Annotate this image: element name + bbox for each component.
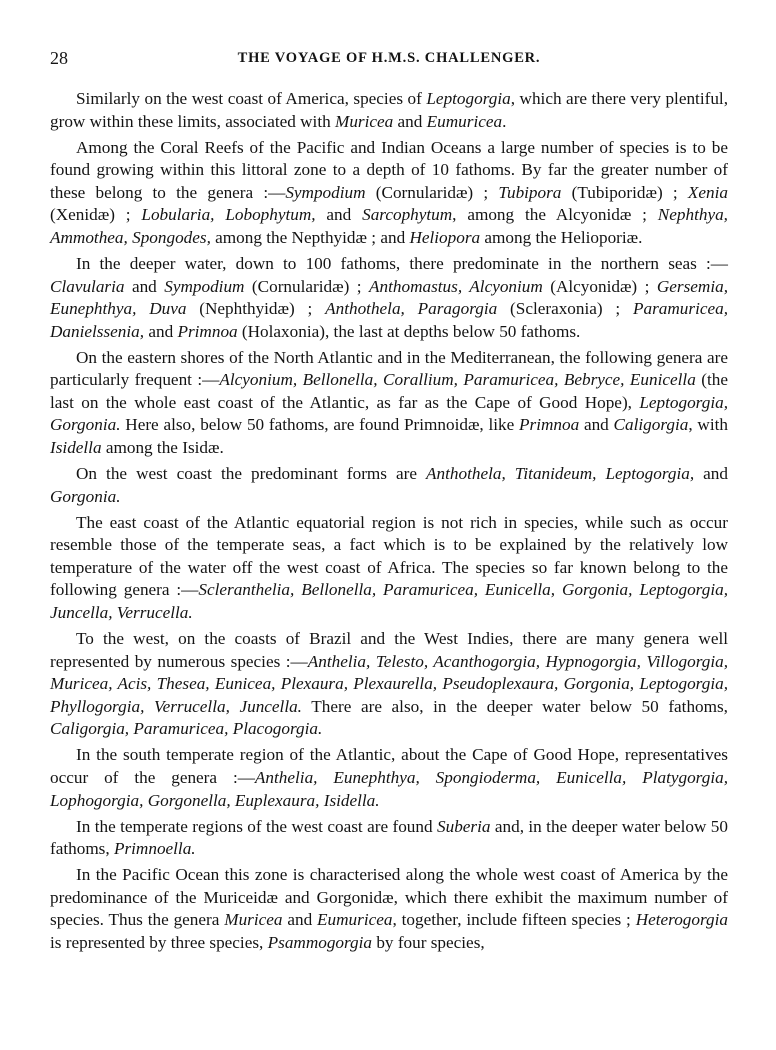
italic-taxon-name: Gersemia, Eunephthya, Duva <box>50 276 729 319</box>
italic-taxon-name: Primnoa <box>519 415 580 435</box>
italic-taxon-name: Xenia <box>687 182 728 202</box>
text-run: , which are there very plentiful, grow within these limits, associated with <box>50 89 728 131</box>
italic-taxon-name: Leptogorgia <box>426 89 511 108</box>
paragraph <box>50 628 728 741</box>
text-run: , among the Alcyonidæ ; <box>452 205 658 225</box>
italic-taxon-name: Anthomastus, Alcyonium <box>369 276 543 296</box>
italic-taxon-name: Lobularia, Lobophytum, <box>141 205 316 225</box>
paragraph <box>50 864 728 954</box>
italic-taxon-name: Heterogorgia <box>635 910 728 930</box>
text-run: and, in the deeper water below 50 fathoms, <box>50 816 728 859</box>
text-run: Here also, below 50 fathoms, are found Primnoidæ, like <box>120 415 520 435</box>
text-run: (Holaxonia), the last at depths below 50 fathoms. <box>237 321 581 341</box>
italic-taxon-name: Gorgonia. <box>50 486 121 506</box>
paragraph <box>50 816 728 861</box>
italic-taxon-name: Scleranthelia, Bellonella, Paramuricea, Eunicella, Gorgonia, Leptogorgia, Juncella, Verrucella. <box>50 580 728 623</box>
text-run: . <box>502 111 507 131</box>
page-header <box>50 46 728 70</box>
italic-taxon-name: Eumuricea <box>426 111 503 131</box>
paragraph <box>50 88 728 133</box>
text-run: and <box>124 276 165 296</box>
text-run: (Alcyonidæ) ; <box>542 276 657 296</box>
text-run: In the south temperate region of the Atlantic, about the Cape of Good Hope, representatives occur of the genera :— <box>50 745 728 787</box>
text-run: (Scleraxonia) ; <box>497 299 634 319</box>
text-run: (Cornularidæ) ; <box>365 182 499 202</box>
text-run: , together, include fifteen species ; <box>392 910 636 930</box>
italic-taxon-name: Sympodium <box>164 276 245 296</box>
text-run: The east coast of the Atlantic equatorial region is not rich in species, while such as occur resemble those of the temperate seas, a fact which is to be explained by the relatively low temperature of the water off the west coast of Africa. The species so far known belong to the following genera :— <box>50 512 728 600</box>
text-run: and <box>579 415 614 435</box>
page-number: 28 <box>50 48 68 68</box>
text-run: (the last on the whole east coast of the Atlantic, as far as the Cape of Good Hope), <box>50 370 728 412</box>
italic-taxon-name: Nephthya, Ammothea, Spongodes, <box>50 205 728 247</box>
italic-taxon-name: Muricea <box>335 111 394 131</box>
text-run: In the Pacific Ocean this zone is characterised along the whole west coast of America by the predominance of the Muriceidæ and Gorgonidæ, which there exhibit the maximum number of species. Thus the genera <box>50 865 728 930</box>
italic-taxon-name: Primnoa <box>177 321 238 341</box>
italic-taxon-name: Sympodium <box>285 182 366 202</box>
text-run: In the deeper water, down to 100 fathoms, there predominate in the northern seas :— <box>76 253 728 273</box>
text-run: and <box>144 321 178 341</box>
paragraph <box>50 253 728 343</box>
text-run: (Cornularidæ) ; <box>244 276 370 296</box>
italic-taxon-name: Clavularia <box>50 276 125 296</box>
text-run: There are also, in the deeper water below 50 fathoms, <box>301 696 728 716</box>
italic-taxon-name: Suberia <box>437 816 491 836</box>
italic-taxon-name: Caligorgia, Paramuricea, Placogorgia. <box>50 719 323 739</box>
text-run: Among the Coral Reefs of the Pacific and Indian Oceans a large number of species is to be found growing within this littoral zone to a depth of 10 fathoms. By far the greater number of these belong to the genera :— <box>50 137 728 202</box>
italic-taxon-name: Isidella <box>50 438 102 458</box>
italic-taxon-name: Caligorgia <box>613 415 689 435</box>
italic-taxon-name: Leptogorgia, Gorgonia. <box>50 392 728 435</box>
running-title: THE VOYAGE OF H.M.S. CHALLENGER. <box>237 50 541 66</box>
italic-taxon-name: Sarcophytum <box>362 205 453 225</box>
text-run: In the temperate regions of the west coast are found <box>76 816 437 836</box>
text-run: and <box>694 464 728 484</box>
italic-taxon-name: Anthelia, Telesto, Acanthogorgia, Hypnogorgia, Villogorgia, Muricea, Acis, Thesea, Eunicea, Plexaura, Plexaurella, Pseudoplexaura, Gorgonia, Leptogorgia, Phyllogorgia, Verrucella, Juncella. <box>50 651 729 716</box>
paragraph <box>50 512 728 625</box>
italic-taxon-name: Anthothela, Paragorgia <box>325 299 498 319</box>
italic-taxon-name: Tubipora <box>498 182 562 202</box>
italic-taxon-name: Heliopora <box>409 227 481 247</box>
paragraph <box>50 347 728 460</box>
text-run: is represented by three species, <box>50 932 268 952</box>
text-run: On the west coast the predominant forms are <box>76 464 427 484</box>
text-run: and <box>315 205 363 225</box>
text-run: On the eastern shores of the North Atlantic and in the Mediterranean, the following genera are particularly frequent :— <box>50 347 728 390</box>
paragraph <box>50 744 728 812</box>
text-run: and <box>393 111 427 131</box>
paragraph <box>50 463 728 508</box>
text-run: among the Isidæ. <box>101 438 224 458</box>
italic-taxon-name: Psammogorgia <box>267 932 373 952</box>
italic-taxon-name: Muricea <box>224 910 283 930</box>
italic-taxon-name: Alcyonium, Bellonella, Corallium, Paramuricea, Bebryce, Eunicella <box>219 370 696 390</box>
paragraph <box>50 137 728 250</box>
text-run: To the west, on the coasts of Brazil and the West Indies, there are many genera well represented by numerous species :— <box>50 629 728 671</box>
italic-taxon-name: Anthothela, Titanideum, Leptogorgia, <box>426 464 695 484</box>
italic-taxon-name: Paramuricea, Danielssenia, <box>50 299 729 341</box>
italic-taxon-name: Primnoella. <box>113 839 196 859</box>
text-run: (Tubiporidæ) ; <box>561 182 688 202</box>
text-run: , with <box>688 415 728 435</box>
text-run: and <box>282 910 318 930</box>
body-text <box>50 88 728 958</box>
text-run: among the Nepthyidæ ; and <box>210 227 410 247</box>
text-run: among the Helioporiæ. <box>480 227 643 247</box>
text-run: Similarly on the west coast of America, species of <box>76 89 427 108</box>
text-run: (Xenidæ) ; <box>50 205 142 225</box>
italic-taxon-name: Anthelia, Eunephthya, Spongioderma, Eunicella, Platygorgia, Lophogorgia, Gorgonella, Euplexaura, Isidella. <box>50 767 728 810</box>
italic-taxon-name: Eumuricea <box>317 910 393 930</box>
text-run: (Nephthyidæ) ; <box>186 299 326 319</box>
text-run: by four species, <box>372 932 485 952</box>
